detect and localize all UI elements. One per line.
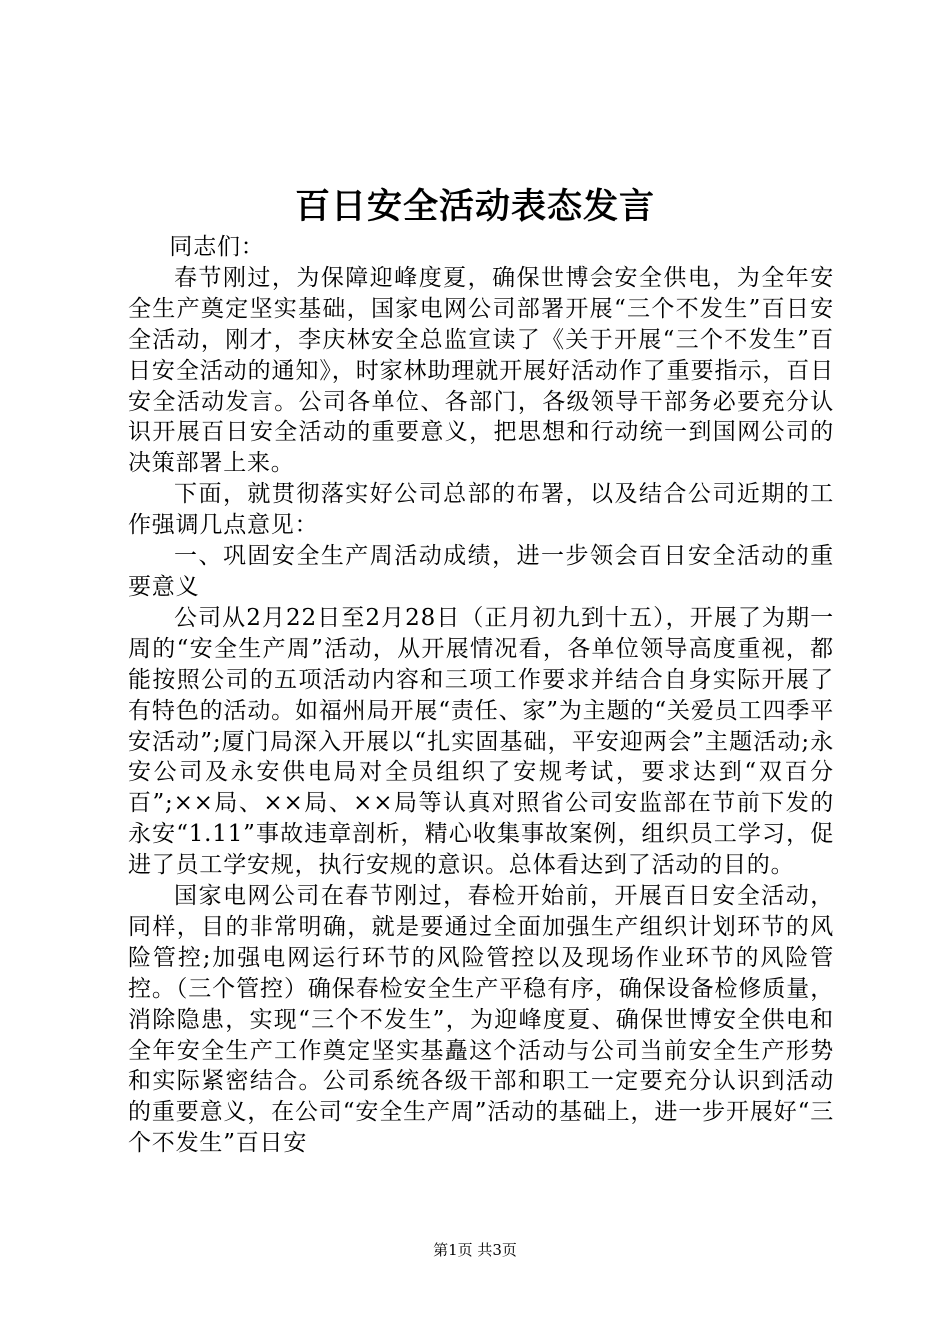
paragraph-intro: 春节刚过，为保障迎峰度夏，确保世博会安全供电，为全年安全生产奠定坚实基础，国家电网公司部署开展“三个不发生”百日安全活动，刚才，李庆林安全总监宣读了《关于开展“三个不发生”百日安全活动的通知》，时家林助理就开展好活动作了重要指示，百日安全活动发言。公司各单位、各部门，各级领导干部务必要充分认识开展百日安全活动的重要意义，把思想和行动统一到国网公司的决策部署上来。 (128, 264, 834, 477)
document-body (128, 232, 834, 1159)
paragraph-points-lead: 下面，就贯彻落实好公司总部的布署，以及结合公司近期的工作强调几点意见： (128, 481, 834, 539)
paragraph-safety-week: 公司从2月22日至2月28日（正月初九到十五），开展了为期一周的“安全生产周”活动，从开展情况看，各单位领导高度重视，都能按照公司的五项活动内容和三项工作要求并结合自身实际开展了有特色的活动。如福州局开展“责任、家”为主题的“关爱员工四季平安活动”;厦门局深入开展以“扎实固基础，平安迎两会”主题活动;永安公司及永安供电局对全员组织了安规考试，要求达到“双百分百”;××局、××局、××局等认真对照省公司安监部在节前下发的永安“1.11”事故违章剖析，精心收集事故案例，组织员工学习，促进了员工学安规，执行安规的意识。总体看达到了活动的目的。 (128, 604, 834, 879)
paragraph-hundred-days: 国家电网公司在春节刚过，春检开始前，开展百日安全活动，同样，目的非常明确，就是要通过全面加强生产组织计划环节的风险管控;加强电网运行环节的风险管控以及现场作业环节的风险管控。（三个管控）确保春检安全生产平稳有序，确保设备检修质量，消除隐患，实现“三个不发生”，为迎峰度夏、确保世博安全供电和全年安全生产工作奠定坚实基矗这个活动与公司当前安全生产形势和实际紧密结合。公司系统各级干部和职工一定要充分认识到活动的重要意义，在公司“安全生产周”活动的基础上，进一步开展好“三个不发生”百日安 (128, 883, 834, 1157)
page-number-footer: 第1页 共3页 (433, 1241, 517, 1259)
section-heading-one: 一、巩固安全生产周活动成绩，进一步领会百日安全活动的重要意义 (128, 543, 834, 600)
document-title: 百日安全活动表态发言 (294, 186, 655, 227)
salutation: 同志们： (169, 234, 265, 260)
